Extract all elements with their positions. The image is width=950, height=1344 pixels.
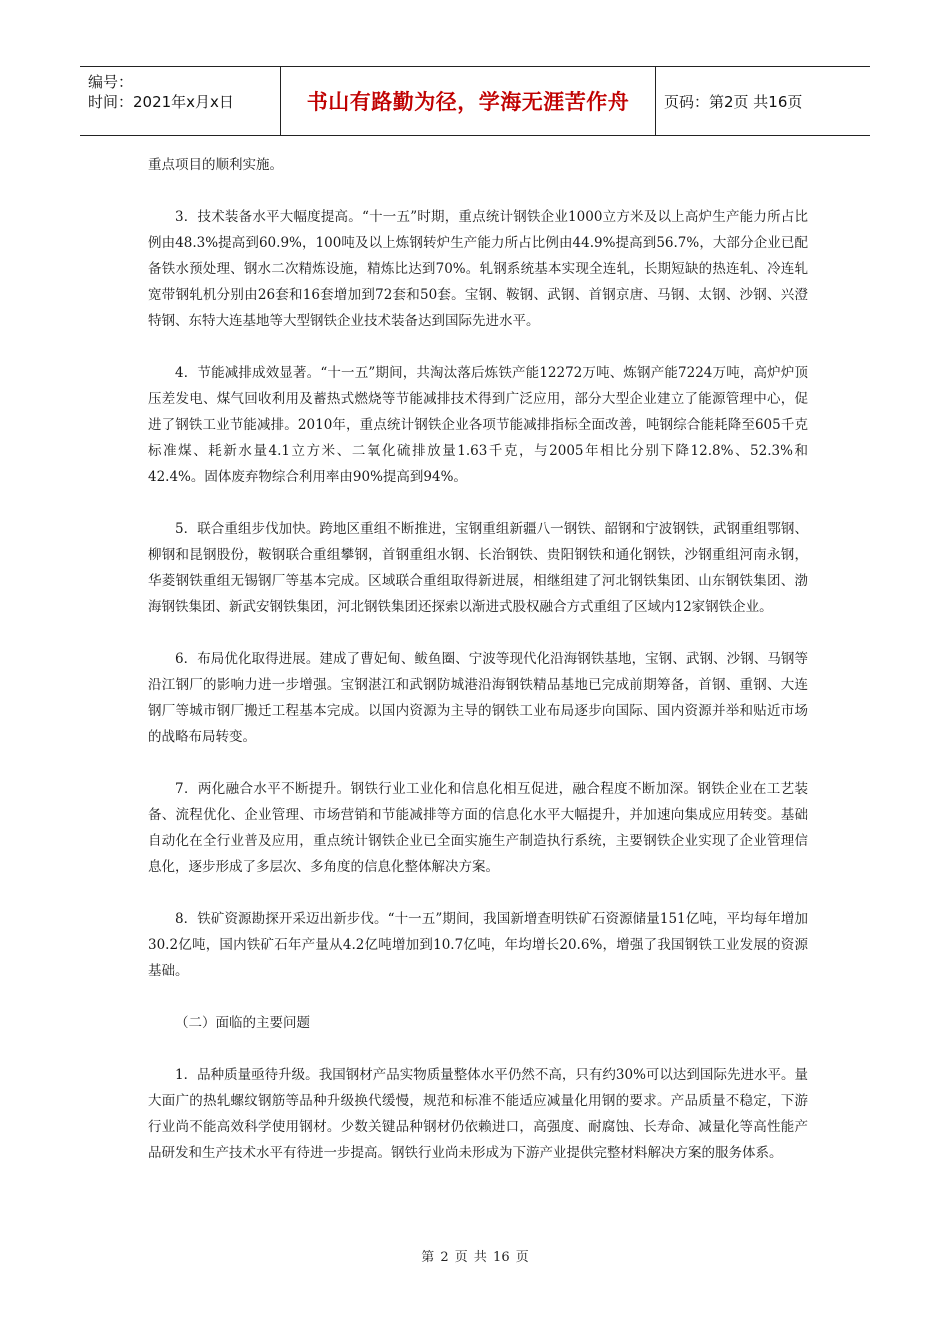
header-page-info: 页码：第2页 共16页 [664, 92, 803, 111]
paragraph-informatization: 7．两化融合水平不断提升。钢铁行业工业化和信息化相互促进，融合程度不断加深。钢铁企业在工艺装备、流程优化、企业管理、市场营销和节能减排等方面的信息化水平大幅提升，并加速向集成应用转变。基础自动化在全行业普及应用，重点统计钢铁企业已全面实施生产制造执行系统，主要钢铁企业实现了企业管理信息化，逐步形成了多层次、多角度的信息化整体解决方案。 [148, 781, 808, 875]
paragraph-continuation: 重点项目的顺利实施。 [148, 157, 283, 173]
document-date: 时间：2021年x月x日 [88, 93, 234, 111]
paragraph-energy-saving: 4．节能减排成效显著。“十一五”期间，共淘汰落后炼铁产能12272万吨、炼钢产能7224万吨，高炉炉顶压差发电、煤气回收利用及蓄热式燃烧等节能减排技术得到广泛应用，部分大型企业建立了能源管理中心，促进了钢铁工业节能减排。2010年，重点统计钢铁企业各项节能减排指标全面改善，吨钢综合能耗降至605千克标准煤、耗新水量4.1立方米、二氧化硫排放量1.63千克，与2005年相比分别下降12.8%、52.3%和42.4%。固体废弃物综合利用率由90%提高到94%。 [148, 365, 808, 485]
paragraph-quality-upgrade: 1．品种质量亟待升级。我国钢材产品实物质量整体水平仍然不高，只有约30%可以达到国际先进水平。量大面广的热轧螺纹钢筋等品种升级换代缓慢，规范和标准不能适应减量化用钢的要求。产品质量不稳定，下游行业尚不能高效科学使用钢材。少数关键品种钢材仍依赖进口，高强度、耐腐蚀、长寿命、减量化等高性能产品研发和生产技术水平有待进一步提高。钢铁行业尚未形成为下游产业提供完整材料解决方案的服务体系。 [148, 1067, 808, 1161]
section-heading: （二）面临的主要问题 [175, 1015, 310, 1031]
page-header [80, 66, 870, 136]
paragraph-tech-equipment: 3．技术装备水平大幅度提高。“十一五”时期，重点统计钢铁企业1000立方米及以上高炉生产能力所占比例由48.3%提高到60.9%，100吨及以上炼钢转炉生产能力所占比例由44.9%提高到56.7%，大部分企业已配备铁水预处理、钢水二次精炼设施，精炼比达到70%。轧钢系统基本实现全连轧，长期短缺的热连轧、冷连轧宽带钢轧机分别由26套和16套增加到72套和50套。宝钢、鞍钢、武钢、首钢京唐、马钢、太钢、沙钢、兴澄特钢、东特大连基地等大型钢铁企业技术装备达到国际先进水平。 [148, 209, 808, 329]
document-body [148, 152, 808, 1166]
document-number-label: 编号： [88, 73, 134, 91]
page-footer: 第 2 页 共 16 页 [421, 1250, 529, 1265]
paragraph-layout-optimization: 6．布局优化取得进展。建成了曹妃甸、鲅鱼圈、宁波等现代化沿海钢铁基地，宝钢、武钢、沙钢、马钢等沿江钢厂的影响力进一步增强。宝钢湛江和武钢防城港沿海钢铁精品基地已完成前期筹备，首钢、重钢、大连钢厂等城市钢厂搬迁工程基本完成。以国内资源为主导的钢铁工业布局逐步向国际、国内资源并举和贴近市场的战略布局转变。 [148, 651, 808, 745]
header-motto: 书山有路勤为径，学海无涯苦作舟 [281, 67, 656, 135]
paragraph-restructuring: 5．联合重组步伐加快。跨地区重组不断推进，宝钢重组新疆八一钢铁、韶钢和宁波钢铁，武钢重组鄂钢、柳钢和昆钢股份，鞍钢联合重组攀钢，首钢重组水钢、长治钢铁、贵阳钢铁和通化钢铁，沙钢重组河南永钢，华菱钢铁重组无锡钢厂等基本完成。区域联合重组取得新进展，相继组建了河北钢铁集团、山东钢铁集团、渤海钢铁集团、新武安钢铁集团，河北钢铁集团还探索以渐进式股权融合方式重组了区域内12家钢铁企业。 [148, 521, 808, 615]
paragraph-iron-ore: 8．铁矿资源勘探开采迈出新步伐。“十一五”期间，我国新增查明铁矿石资源储量151亿吨，平均每年增加30.2亿吨，国内铁矿石年产量从4.2亿吨增加到10.7亿吨，年均增长20.6%，增强了我国钢铁工业发展的资源基础。 [148, 911, 808, 979]
header-meta [80, 67, 281, 135]
